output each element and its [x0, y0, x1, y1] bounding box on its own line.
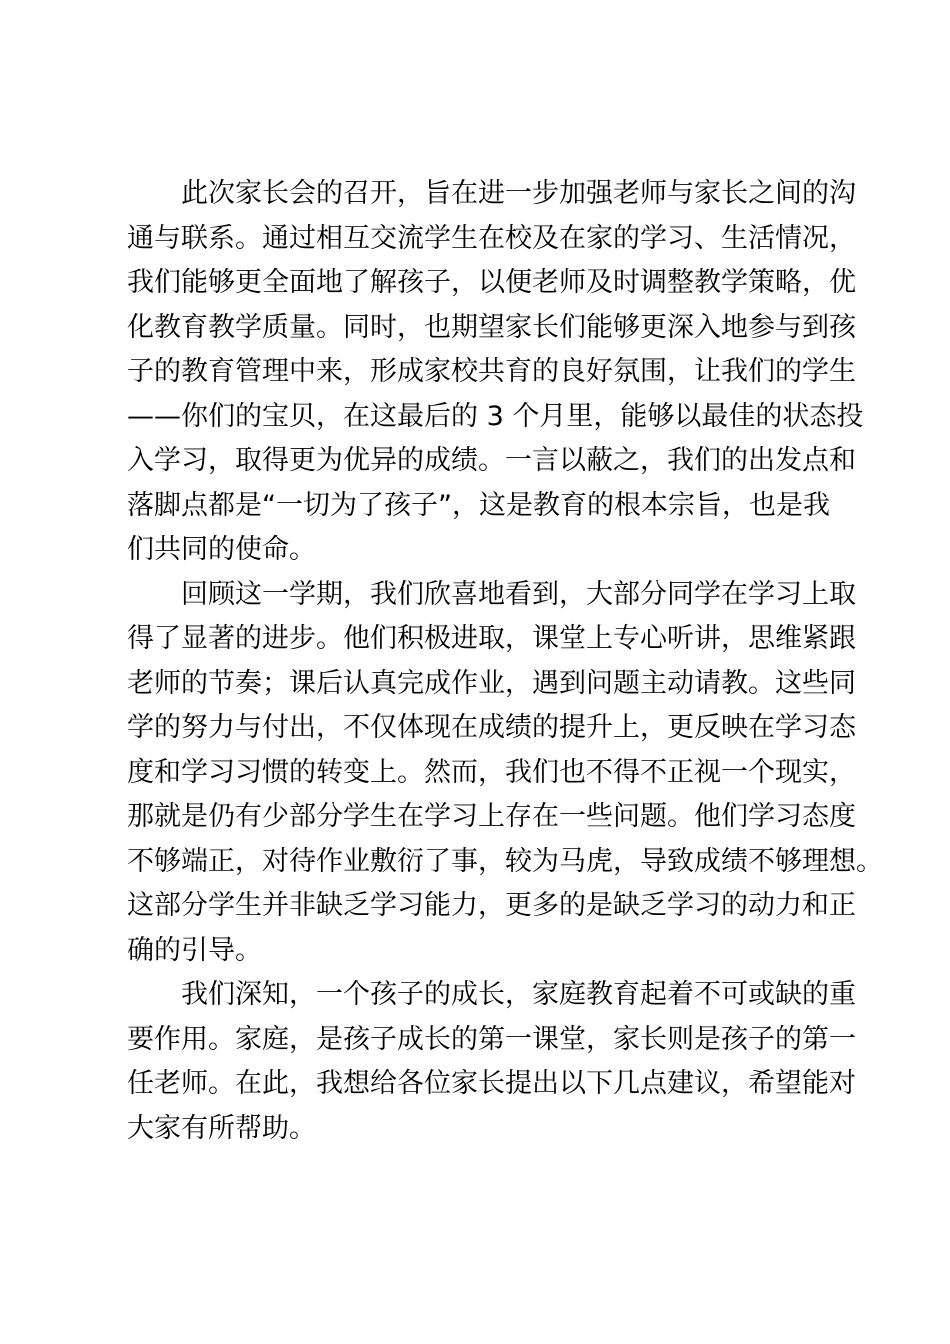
text-line: ——你们的宝贝，在这最后的 3 个月里，能够以最佳的状态投 — [127, 400, 864, 432]
text-line: 入学习，取得更为优异的成绩。一言以蔽之，我们的出发点和 — [127, 445, 856, 476]
text-line: 通与联系。通过相互交流学生在校及在家的学习、生活情况， — [127, 222, 856, 254]
text-line: 要作用。家庭，是孩子成长的第一课堂，家长则是孩子的第一 — [127, 1023, 856, 1055]
text-line: 确的引导。 — [127, 934, 262, 966]
text-line: 我们深知，一个孩子的成长，家庭教育起着不可或缺的重 — [181, 979, 856, 1010]
document-body — [127, 172, 887, 1151]
text-line: 回顾这一学期，我们欣喜地看到，大部分同学在学习上取 — [181, 578, 856, 610]
paragraph-2 — [127, 573, 887, 974]
text-line: 子的教育管理中来，形成家校共育的良好氛围，让我们的学生 — [127, 356, 856, 387]
text-line: 落脚点都是“一切为了孩子”，这是教育的根本宗旨，也是我 — [127, 489, 830, 521]
text-line: 得了显著的进步。他们积极进取，课堂上专心听讲，思维紧跟 — [127, 623, 856, 654]
text-line: 学的努力与付出，不仅体现在成绩的提升上，更反映在学习态 — [127, 712, 856, 743]
text-line: 我们能够更全面地了解孩子，以便老师及时调整教学策略，优 — [127, 267, 856, 298]
text-line: 此次家长会的召开，旨在进一步加强老师与家长之间的沟 — [181, 178, 856, 209]
text-line: 任老师。在此，我想给各位家长提出以下几点建议，希望能对 — [127, 1068, 856, 1099]
text-line: 化教育教学质量。同时，也期望家长们能够更深入地参与到孩 — [127, 311, 856, 343]
paragraph-1 — [127, 172, 887, 573]
text-line: 不够端正，对待作业敷衍了事，较为马虎，导致成绩不够理想。 — [127, 845, 883, 877]
text-line: 这部分学生并非缺乏学习能力，更多的是缺乏学习的动力和正 — [127, 890, 856, 921]
text-line: 度和学习习惯的转变上。然而，我们也不得不正视一个现实， — [127, 756, 856, 788]
paragraph-3 — [127, 973, 887, 1151]
text-line: 那就是仍有少部分学生在学习上存在一些问题。他们学习态度 — [127, 801, 856, 832]
text-line: 大家有所帮助。 — [127, 1112, 316, 1144]
text-line: 老师的节奏；课后认真完成作业，遇到问题主动请教。这些同 — [127, 667, 856, 699]
text-line: 们共同的使命。 — [127, 534, 316, 565]
